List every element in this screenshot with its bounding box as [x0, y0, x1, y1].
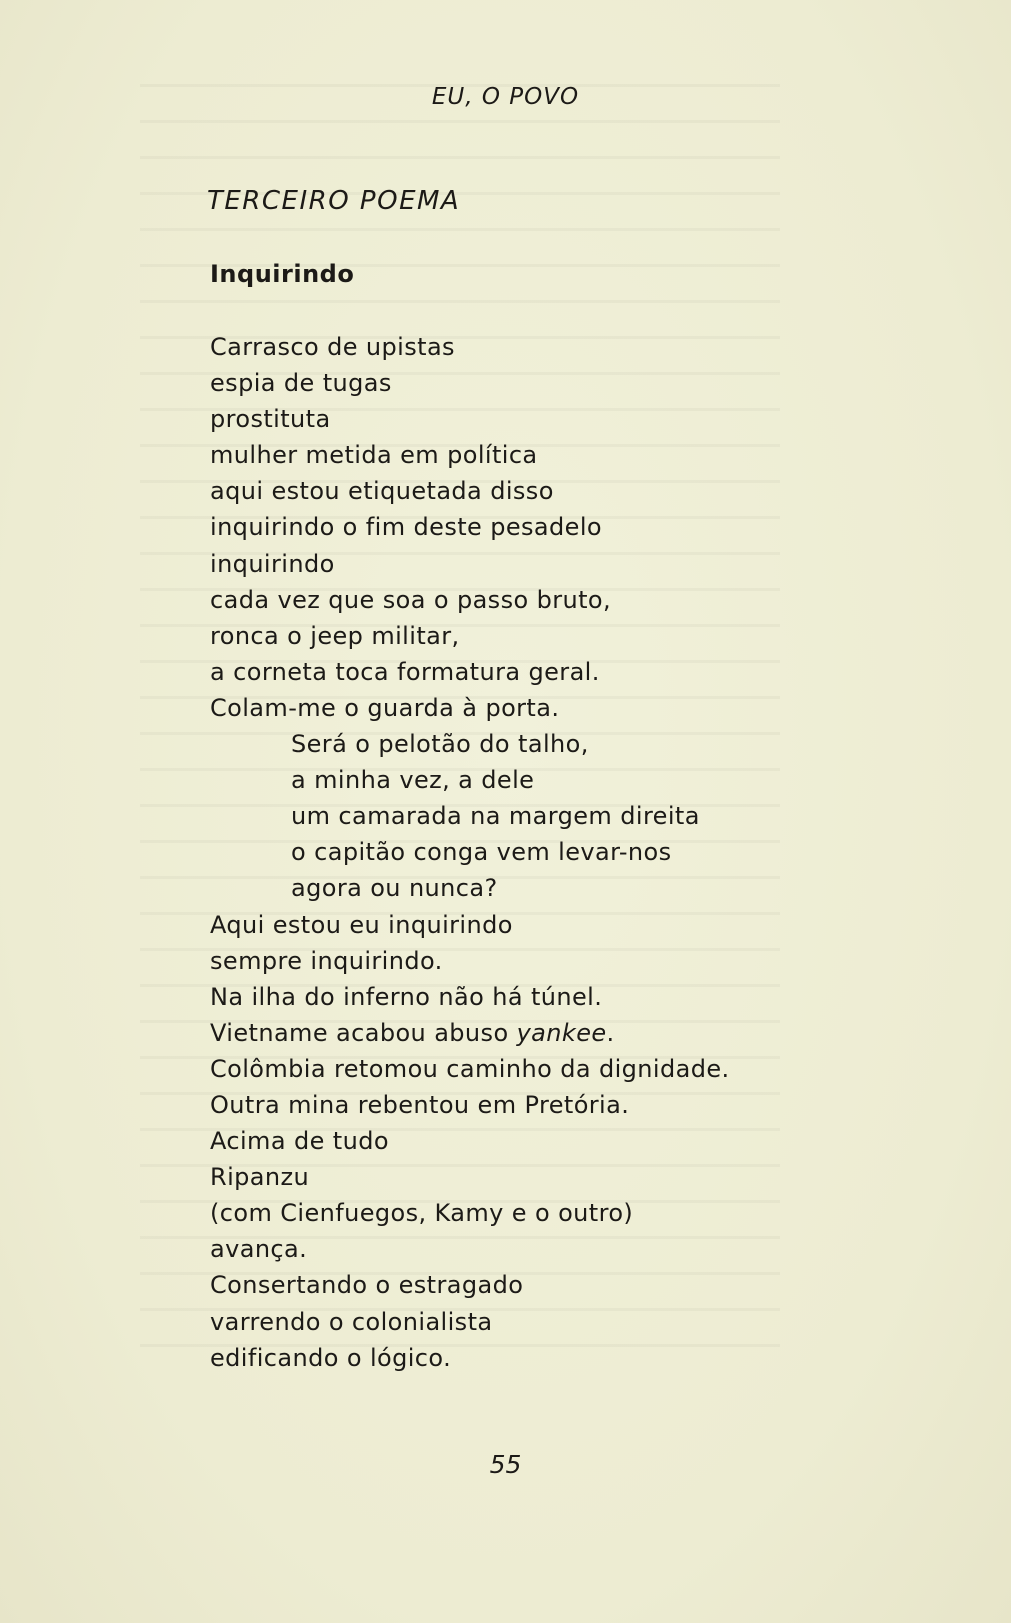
poem-line: Colômbia retomou caminho da dignidade.: [210, 1054, 730, 1083]
poem-line: ronca o jeep militar,: [210, 621, 460, 650]
running-head: EU, O POVO: [431, 84, 580, 110]
italic-word: yankee: [516, 1018, 607, 1047]
poem-line: Consertando o estragado: [210, 1271, 524, 1300]
poem-line: sempre inquirindo.: [210, 946, 443, 975]
poem-line: mulher metida em política: [210, 441, 538, 470]
poem-line: Acima de tudo: [210, 1127, 389, 1156]
poem-line-indented: um camarada na margem direita: [291, 802, 700, 831]
poem-line: edificando o lógico.: [210, 1343, 452, 1372]
poem-line: Outra mina rebentou em Pretória.: [210, 1090, 630, 1119]
poem-line: inquirindo: [210, 549, 335, 578]
poem-line: aqui estou etiquetada disso: [210, 477, 554, 506]
poem-line: [210, 1015, 870, 1051]
poem-line: Ripanzu: [210, 1163, 310, 1192]
poem-line: inquirindo o fim deste pesadelo: [210, 513, 602, 542]
poem-line: prostituta: [210, 405, 331, 434]
poem-line: Carrasco de upistas: [210, 333, 455, 361]
poem-title: Inquirindo: [210, 260, 355, 288]
page-number: 55: [489, 1450, 522, 1479]
poem-line-text: Vietname acabou abuso: [210, 1018, 509, 1047]
poem-line-indented: a minha vez, a dele: [291, 766, 535, 795]
poem-line: (com Cienfuegos, Kamy e o outro): [210, 1199, 634, 1228]
poem-line: varrendo o colonialista: [210, 1307, 493, 1336]
poem-line-indented: Será o pelotão do talho,: [291, 730, 589, 759]
poem-line-indented: agora ou nunca?: [291, 874, 498, 903]
poem-line: avança.: [210, 1235, 308, 1264]
punctuation: .: [606, 1018, 615, 1047]
poem-body: [210, 329, 870, 1376]
poem-line: Aqui estou eu inquirindo: [210, 910, 513, 939]
poem-line-indented: o capitão conga vem levar-nos: [291, 838, 672, 867]
poem-line: a corneta toca formatura geral.: [210, 657, 600, 686]
section-title: TERCEIRO POEMA: [207, 186, 461, 216]
poem-line: Na ilha do inferno não há túnel.: [210, 982, 603, 1011]
poem-line: espia de tugas: [210, 369, 392, 398]
poem-line: Colam-me o guarda à porta.: [210, 693, 560, 722]
poem-line: cada vez que soa o passo bruto,: [210, 585, 612, 614]
